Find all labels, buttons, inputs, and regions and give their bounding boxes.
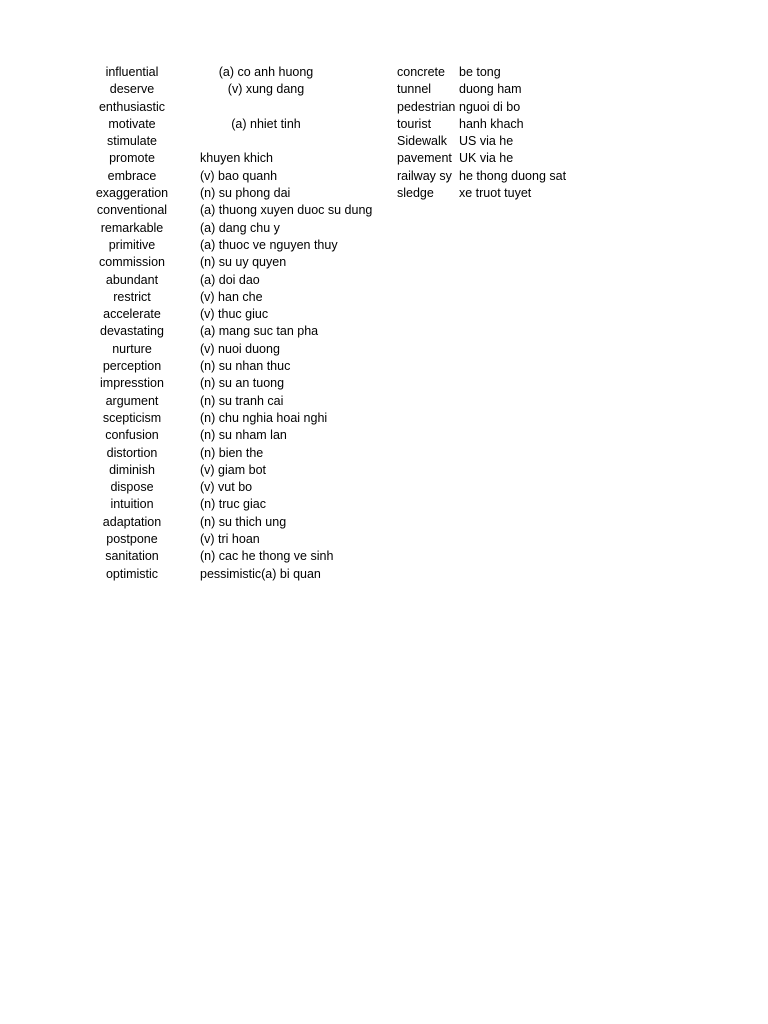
vocabulary-word-cell: commission [99,255,165,270]
vocabulary2-word-cell: railway sy [397,168,452,183]
vocabulary-meaning-cell: (a) mang suc tan pha [200,324,319,339]
vocabulary-word-cell: accelerate [103,307,161,322]
vocabulary-meaning-cell: (n) su tranh cai [200,393,284,408]
vocabulary-word-cell: conventional [96,203,168,218]
vocabulary-word-cell: sanitation [105,549,159,564]
vocabulary2-meaning-column [459,64,589,202]
vocabulary-meaning-cell: (a) thuong xuyen duoc su dung [200,203,373,218]
vocabulary-word-cell: devastating [100,324,164,339]
vocabulary2-meaning-cell: nguoi di bo [459,99,521,114]
vocabulary-word-cell: motivate [108,116,156,131]
vocabulary-word-cell: distortion [106,445,158,460]
vocabulary-word-column [90,64,174,583]
vocabulary-meaning-cell: (n) su an tuong [200,376,285,391]
vocabulary-meaning-cell: (v) vut bo [200,480,253,495]
vocabulary-meaning-cell: (n) su nham lan [200,428,287,443]
vocabulary-word-cell: adaptation [102,514,162,529]
vocabulary-meaning-cell: (n) su thich ung [200,514,287,529]
vocabulary-meaning-cell [200,133,390,150]
vocabulary-meaning-cell: (n) chu nghia hoai nghi [200,410,328,425]
vocabulary2-meaning-cell: he thong duong sat [459,168,567,183]
vocabulary-word-cell: primitive [108,237,156,252]
vocabulary-meaning-cell: (v) thuc giuc [200,307,269,322]
vocabulary2-word-cell: tourist [397,116,432,131]
vocabulary-word-cell: exaggeration [95,186,169,201]
vocabulary2-word-cell: concrete [397,65,445,79]
vocabulary-meaning-cell: (v) tri hoan [200,532,260,547]
vocabulary2-meaning-cell: xe truot tuyet [459,186,532,201]
vocabulary-meaning-column [200,64,390,583]
vocabulary-meaning-cell: khuyen khich [200,151,273,166]
vocabulary2-meaning-cell: UK via he [459,151,514,166]
vocabulary-word-cell: optimistic [105,566,159,581]
vocabulary-meaning-cell: (n) su nhan thuc [200,359,291,374]
vocabulary-word-cell: perception [102,359,162,374]
vocabulary2-meaning-cell: be tong [459,65,501,79]
vocabulary-meaning-cell: (n) cac he thong ve sinh [200,549,334,564]
vocabulary-word-cell: diminish [109,462,155,477]
vocabulary2-meaning-cell: hanh khach [459,116,524,131]
vocabulary2-word-cell: sledge [397,186,434,201]
vocabulary-meaning-cell: (v) giam bot [200,462,266,477]
vocabulary2-meaning-cell: US via he [459,134,514,149]
vocabulary2-meaning-cell: duong ham [459,82,522,97]
vocabulary-meaning-cell: (n) su uy quyen [200,255,287,270]
vocabulary-word-cell: remarkable [100,220,164,235]
vocabulary-word-cell: embrace [107,168,157,183]
vocabulary-word-cell: confusion [105,428,159,443]
vocabulary-meaning-cell [200,99,390,116]
vocabulary-meaning-cell: (n) su phong dai [200,186,291,201]
vocabulary-meaning-cell: (n) truc giac [200,497,266,512]
vocabulary-word-cell: restrict [113,289,151,304]
vocabulary-word-cell: nurture [112,341,152,356]
vocabulary-word-cell: enthusiastic [98,99,165,114]
vocabulary-meaning-cell: (v) xung dang [227,82,305,97]
vocabulary-word-cell: influential [105,65,159,79]
vocabulary-meaning-cell: (v) han che [200,289,263,304]
vocabulary-word-cell: argument [105,393,159,408]
vocabulary2-word-cell: Sidewalk [397,134,448,149]
vocabulary-word-cell: stimulate [106,134,158,149]
vocabulary-word-cell: deserve [109,82,155,97]
vocabulary-meaning-cell: (a) doi dao [200,272,260,287]
vocabulary-meaning-cell: (a) co anh huong [218,65,314,79]
vocabulary-word-cell: intuition [110,497,154,512]
vocabulary2-word-cell: pedestrian [397,99,456,114]
vocabulary-meaning-cell: (v) bao quanh [200,168,278,183]
vocabulary-word-cell: promote [109,151,155,166]
vocabulary2-word-cell: pavement [397,151,452,166]
vocabulary-meaning-cell: pessimistic(a) bi quan [200,566,321,581]
vocabulary-meaning-cell: (a) nhiet tinh [231,116,301,131]
vocabulary-word-cell: impresstion [100,376,164,391]
vocabulary2-word-column [397,64,457,202]
vocabulary-word-cell: scepticism [102,410,162,425]
vocabulary-meaning-cell: (a) thuoc ve nguyen thuy [200,237,338,252]
vocabulary2-word-cell: tunnel [397,82,432,97]
vocabulary-meaning-cell: (n) bien the [200,445,264,460]
vocabulary-word-cell: abundant [105,272,159,287]
vocabulary-word-cell: dispose [110,480,154,495]
vocabulary-word-cell: postpone [106,532,158,547]
vocabulary-meaning-cell: (a) dang chu y [200,220,280,235]
vocabulary-meaning-cell: (v) nuoi duong [200,341,280,356]
